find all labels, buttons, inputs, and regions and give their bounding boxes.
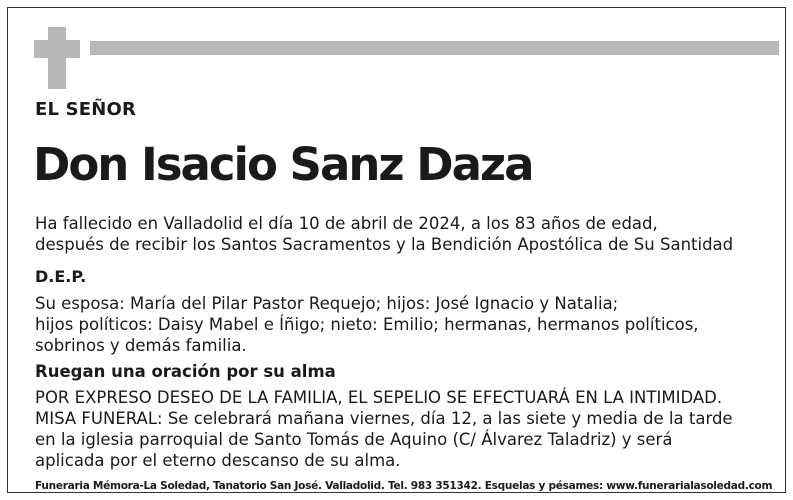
funeral-home-footer: Funeraria Mémora-La Soledad, Tanatorio San José. Valladolid. Tel. 983 351342. Esquelas y pésames: www.funerarialasoledad.com <box>35 479 773 492</box>
announcement-line: después de recibir los Santos Sacramentos y la Bendición Apostólica de Su Santidad <box>35 235 734 254</box>
service-line: en la iglesia parroquial de Santo Tomás de Aquino (C/ Álvarez Taladriz) y será <box>35 430 673 449</box>
service-line: POR EXPRESO DESEO DE LA FAMILIA, EL SEPELIO SE EFECTUARÁ EN LA INTIMIDAD. <box>35 388 723 407</box>
cross-horizontal-bar <box>34 40 80 58</box>
service-paragraph <box>35 387 733 471</box>
cross-vertical-bar <box>48 27 66 89</box>
announcement-paragraph <box>35 213 733 255</box>
dep-label: D.E.P. <box>35 267 87 286</box>
announcement-line: Ha fallecido en Valladolid el día 10 de abril de 2024, a los 83 años de edad, <box>35 214 658 233</box>
service-line: MISA FUNERAL: Se celebrará mañana viernes, día 12, a las siete y media de la tarde <box>35 409 733 428</box>
header-rule <box>90 41 779 55</box>
prayer-heading: Ruegan una oración por su alma <box>35 362 336 381</box>
service-line: aplicada por el eterno descanso de su alma. <box>35 451 401 470</box>
family-paragraph <box>35 293 699 356</box>
family-line: hijos políticos: Daisy Mabel e Íñigo; nieto: Emilio; hermanas, hermanos políticos, <box>35 315 699 334</box>
deceased-name: Don Isacio Sanz Daza <box>33 138 533 191</box>
honorific-title: EL SEÑOR <box>35 99 137 120</box>
obituary-notice <box>7 7 786 493</box>
family-line: sobrinos y demás familia. <box>35 336 247 355</box>
family-line: Su esposa: María del Pilar Pastor Requejo; hijos: José Ignacio y Natalia; <box>35 294 619 313</box>
